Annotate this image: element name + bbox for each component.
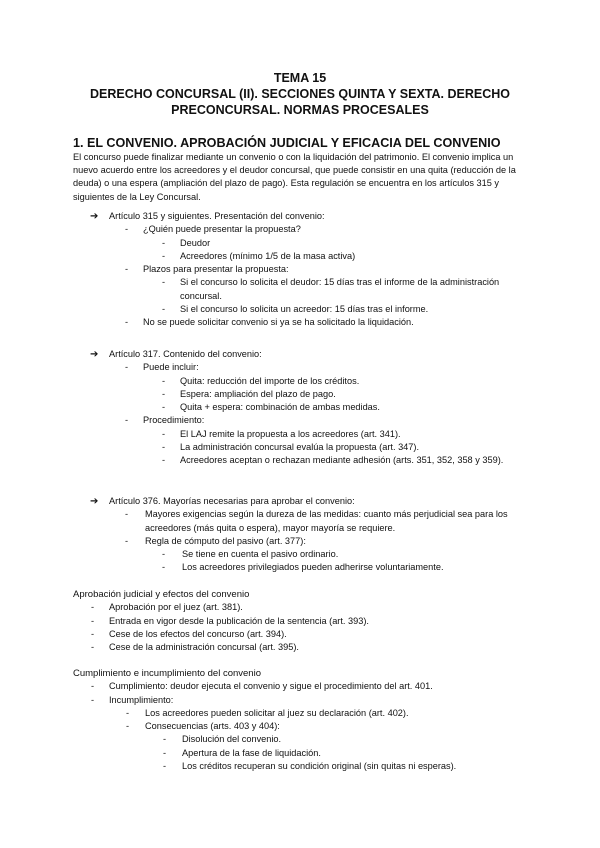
topic-number: TEMA 15 xyxy=(273,71,327,85)
list-item: - Cumplimiento: deudor ejecuta el convenio y sigue el procedimiento del art. 401. xyxy=(73,680,533,693)
list-item: - Los acreedores privilegiados pueden adherirse voluntariamente. xyxy=(90,561,530,574)
arrow-bullet-icon: ➔ xyxy=(90,211,99,222)
dash-bullet-icon: - xyxy=(91,694,95,705)
dash-bullet-icon: - xyxy=(162,442,166,453)
list-item: - Mayores exigencias según la dureza de las medidas: cuanto más perjudicial sea para los acreedores (más quita o espera), mayor mayoría se requiere. xyxy=(125,509,508,533)
dash-bullet-icon: - xyxy=(91,681,95,692)
article-317-block xyxy=(90,348,530,468)
list-item: - Cese de los efectos del concurso (art. 394). xyxy=(73,628,533,641)
list-item: - Quita: reducción del importe de los créditos. xyxy=(90,375,530,388)
list-item: - Plazos para presentar la propuesta: xyxy=(90,263,530,276)
list-item xyxy=(90,210,530,223)
article-376-block xyxy=(90,495,530,575)
list-item: - Apertura de la fase de liquidación. xyxy=(73,747,533,760)
dash-bullet-icon: - xyxy=(162,375,166,386)
list-item: - ¿Quién puede presentar la propuesta? xyxy=(90,223,530,236)
dash-bullet-icon: - xyxy=(91,642,95,653)
dash-bullet-icon: - xyxy=(162,562,166,573)
article-315-block xyxy=(90,210,530,330)
dash-bullet-icon: - xyxy=(125,415,129,426)
list-item: - Si el concurso lo solicita un acreedor: 15 días tras el informe. xyxy=(90,303,530,316)
list-item: - Aprobación por el juez (art. 381). xyxy=(73,601,533,614)
section-title: 1. EL CONVENIO. APROBACIÓN JUDICIAL Y EFICACIA DEL CONVENIO xyxy=(73,136,501,150)
dash-bullet-icon: - xyxy=(91,615,95,626)
arrow-bullet-icon: ➔ xyxy=(90,496,99,507)
dash-bullet-icon: - xyxy=(91,602,95,613)
dash-bullet-icon: - xyxy=(125,509,129,520)
dash-bullet-icon: - xyxy=(162,237,166,248)
approval-heading: Aprobación judicial y efectos del convenio xyxy=(73,589,250,600)
list-item: - Disolución del convenio. xyxy=(73,733,533,746)
dash-bullet-icon: - xyxy=(162,388,166,399)
intro-paragraph: El concurso puede finalizar mediante un convenio o con la liquidación del patrimonio. El convenio implica un nuevo acuerdo entre los acreedores y el deudor concursal, que puede consistir en una quita (reducción de la deuda) o una espera (ampliación del plazo de pago). Esta regulación se encuentra en los artículos 315 y siguientes de la Ley Concursal. xyxy=(73,152,516,202)
list-item xyxy=(90,495,530,508)
article-315-heading: Artículo 315 y siguientes. Presentación del convenio: xyxy=(109,211,325,221)
approval-block xyxy=(73,588,533,654)
arrow-bullet-icon: ➔ xyxy=(90,349,99,360)
list-item: - Regla de cómputo del pasivo (art. 377): xyxy=(90,535,530,548)
list-item: - Consecuencias (arts. 403 y 404): xyxy=(73,720,533,733)
list-item: - Si el concurso lo solicita el deudor: 15 días tras el informe de la administración concursal. xyxy=(162,277,500,301)
list-item: - No se puede solicitar convenio si ya se ha solicitado la liquidación. xyxy=(90,316,530,329)
list-item: - Los acreedores pueden solicitar al juez su declaración (art. 402). xyxy=(73,707,533,720)
list-item: - Puede incluir: xyxy=(90,361,530,374)
list-item: - Deudor xyxy=(90,237,530,250)
list-item: - Se tiene en cuenta el pasivo ordinario. xyxy=(90,548,530,561)
list-item: - Entrada en vigor desde la publicación de la sentencia (art. 393). xyxy=(73,615,533,628)
compliance-block xyxy=(73,667,533,773)
dash-bullet-icon: - xyxy=(125,264,129,275)
compliance-heading: Cumplimiento e incumplimiento del convenio xyxy=(73,668,261,679)
dash-bullet-icon: - xyxy=(162,277,166,288)
dash-bullet-icon: - xyxy=(162,455,166,466)
list-item: - Incumplimiento: xyxy=(73,694,533,707)
dash-bullet-icon: - xyxy=(125,362,129,373)
dash-bullet-icon: - xyxy=(126,707,130,718)
dash-bullet-icon: - xyxy=(163,747,167,758)
document-header xyxy=(0,70,600,118)
list-item: - Acreedores aceptan o rechazan mediante adhesión (arts. 351, 352, 358 y 359). xyxy=(90,454,530,467)
list-item: - Los créditos recuperan su condición original (sin quitas ni esperas). xyxy=(73,760,533,773)
dash-bullet-icon: - xyxy=(162,402,166,413)
dash-bullet-icon: - xyxy=(162,250,166,261)
list-item: - La administración concursal evalúa la propuesta (art. 347). xyxy=(90,441,530,454)
dash-bullet-icon: - xyxy=(125,317,129,328)
list-item: - Cese de la administración concursal (art. 395). xyxy=(73,641,533,654)
dash-bullet-icon: - xyxy=(162,549,166,560)
list-item: - El LAJ remite la propuesta a los acreedores (art. 341). xyxy=(90,428,530,441)
article-376-heading: Artículo 376. Mayorías necesarias para aprobar el convenio: xyxy=(109,496,355,506)
dash-bullet-icon: - xyxy=(125,224,129,235)
article-317-heading: Artículo 317. Contenido del convenio: xyxy=(109,349,262,359)
list-item: - Quita + espera: combinación de ambas medidas. xyxy=(90,401,530,414)
dash-bullet-icon: - xyxy=(163,734,167,745)
dash-bullet-icon: - xyxy=(163,761,167,772)
list-item xyxy=(90,348,530,361)
dash-bullet-icon: - xyxy=(162,304,166,315)
dash-bullet-icon: - xyxy=(125,535,129,546)
dash-bullet-icon: - xyxy=(126,721,130,732)
dash-bullet-icon: - xyxy=(162,428,166,439)
topic-title-line-2: PRECONCURSAL. NORMAS PROCESALES xyxy=(171,103,429,117)
list-item: - Espera: ampliación del plazo de pago. xyxy=(90,388,530,401)
topic-title-line-1: DERECHO CONCURSAL (II). SECCIONES QUINTA Y SEXTA. DERECHO xyxy=(90,87,510,101)
list-item: - Procedimiento: xyxy=(90,414,530,427)
list-item: - Acreedores (mínimo 1/5 de la masa activa) xyxy=(90,250,530,263)
dash-bullet-icon: - xyxy=(91,628,95,639)
